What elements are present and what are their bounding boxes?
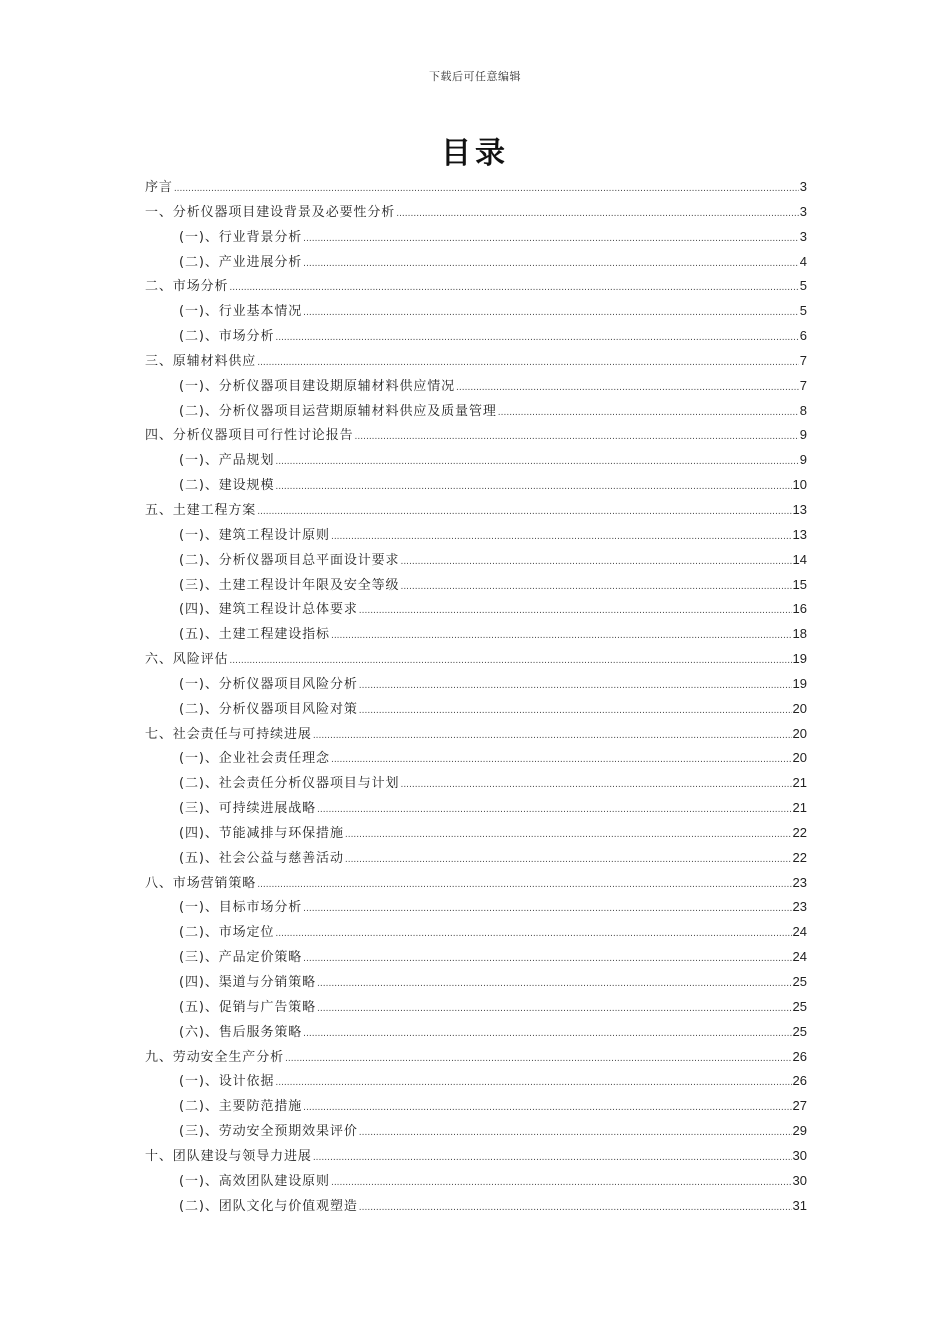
toc-chapter-entry[interactable] xyxy=(145,424,807,449)
toc-dot-leader xyxy=(331,532,792,542)
toc-dot-leader xyxy=(303,954,791,964)
toc-entry-title: 十、团队建设与领导力进展 xyxy=(145,1148,312,1164)
toc-section-entry[interactable] xyxy=(145,946,807,971)
toc-page-number: 25 xyxy=(792,998,807,1014)
toc-entry-title: (二)、市场定位 xyxy=(179,925,275,941)
toc-dot-leader xyxy=(359,1203,792,1213)
toc-section-entry[interactable] xyxy=(145,921,807,946)
toc-entry-title: (三)、劳动安全预期效果评价 xyxy=(179,1124,358,1140)
toc-section-entry[interactable] xyxy=(145,1095,807,1120)
toc-page-number: 10 xyxy=(792,477,807,493)
toc-dot-leader xyxy=(257,880,791,890)
toc-page-number: 30 xyxy=(792,1147,807,1163)
toc-entry-title: (一)、目标市场分析 xyxy=(179,900,303,916)
toc-entry-title: (一)、企业社会责任理念 xyxy=(179,751,330,767)
toc-dot-leader xyxy=(275,929,791,939)
toc-chapter-entry[interactable] xyxy=(145,201,807,226)
toc-dot-leader xyxy=(275,457,798,467)
toc-page-number: 27 xyxy=(792,1098,807,1114)
toc-page-number: 22 xyxy=(792,824,807,840)
toc-chapter-entry[interactable] xyxy=(145,499,807,524)
toc-dot-leader xyxy=(359,681,792,691)
toc-dot-leader xyxy=(359,1128,792,1138)
toc-entry-title: (二)、产业进展分析 xyxy=(179,254,303,270)
toc-entry-title: (二)、市场分析 xyxy=(179,329,275,345)
toc-entry-title: (一)、分析仪器项目风险分析 xyxy=(179,676,358,692)
toc-dot-leader xyxy=(400,557,791,567)
toc-page-number: 19 xyxy=(792,675,807,691)
toc-section-entry[interactable] xyxy=(145,226,807,251)
toc-dot-leader xyxy=(303,234,799,244)
toc-page-number: 31 xyxy=(792,1197,807,1213)
toc-dot-leader xyxy=(229,656,791,666)
toc-section-entry[interactable] xyxy=(145,1021,807,1046)
toc-section-entry[interactable] xyxy=(145,896,807,921)
toc-page-number: 20 xyxy=(792,700,807,716)
toc-page-number: 23 xyxy=(792,874,807,890)
toc-entry-title: 序言 xyxy=(145,180,173,195)
toc-page-number: 20 xyxy=(792,750,807,766)
toc-page-number: 4 xyxy=(799,253,807,269)
toc-dot-leader xyxy=(257,507,791,517)
toc-section-entry[interactable] xyxy=(145,375,807,400)
toc-entry-title: 九、劳动安全生产分析 xyxy=(145,1049,285,1065)
toc-dot-leader xyxy=(303,1103,791,1113)
toc-entry-title: (五)、土建工程建设指标 xyxy=(179,627,330,643)
toc-entry-title: (六)、售后服务策略 xyxy=(179,1024,303,1040)
toc-page-number: 25 xyxy=(792,974,807,989)
toc-dot-leader xyxy=(355,432,799,442)
toc-dot-leader xyxy=(331,1178,792,1188)
toc-chapter-entry[interactable] xyxy=(145,275,807,300)
toc-dot-leader xyxy=(303,904,791,914)
toc-section-entry[interactable] xyxy=(145,1120,807,1145)
toc-entry-title: 五、土建工程方案 xyxy=(145,502,257,518)
toc-dot-leader xyxy=(359,606,792,616)
toc-page-number: 26 xyxy=(792,1073,807,1089)
toc-dot-leader xyxy=(345,855,792,865)
toc-section-entry[interactable] xyxy=(145,698,807,723)
toc-section-entry[interactable] xyxy=(145,549,807,574)
toc-chapter-entry[interactable] xyxy=(145,176,807,201)
toc-entry-title: (三)、可持续进展战略 xyxy=(179,801,317,817)
toc-dot-leader xyxy=(303,308,799,318)
toc-dot-leader xyxy=(400,582,791,592)
toc-chapter-entry[interactable] xyxy=(145,648,807,673)
toc-section-entry[interactable] xyxy=(145,300,807,325)
toc-page-number: 7 xyxy=(799,377,807,393)
toc-dot-leader xyxy=(229,283,798,293)
toc-entry-title: (二)、分析仪器项目运营期原辅材料供应及质量管理 xyxy=(179,403,497,419)
toc-entry-title: (四)、节能减排与环保措施 xyxy=(179,825,344,841)
header-note: 下载后可任意编辑 xyxy=(429,70,521,83)
toc-page-number: 24 xyxy=(792,924,807,940)
toc-dot-leader xyxy=(313,1153,792,1163)
toc-page-number: 29 xyxy=(792,1123,807,1139)
toc-page-number: 3 xyxy=(799,203,807,219)
toc-entry-title: 七、社会责任与可持续进展 xyxy=(145,726,312,742)
toc-page-number: 3 xyxy=(799,228,807,244)
toc-dot-leader xyxy=(313,731,792,741)
toc-entry-title: (一)、设计依据 xyxy=(179,1074,275,1090)
table-of-contents xyxy=(145,176,807,1219)
toc-entry-title: (一)、行业基本情况 xyxy=(179,304,303,320)
toc-dot-leader xyxy=(275,333,798,343)
toc-page-number: 13 xyxy=(792,501,807,517)
toc-dot-leader xyxy=(317,979,791,989)
toc-section-entry[interactable] xyxy=(145,400,807,425)
toc-chapter-entry[interactable] xyxy=(145,872,807,897)
toc-section-entry[interactable] xyxy=(145,574,807,599)
toc-dot-leader xyxy=(275,482,791,492)
toc-page-number: 20 xyxy=(792,725,807,741)
toc-dot-leader xyxy=(396,209,799,219)
toc-section-entry[interactable] xyxy=(145,325,807,350)
toc-page-number: 9 xyxy=(799,452,807,468)
toc-dot-leader xyxy=(331,755,792,765)
toc-dot-leader xyxy=(275,1078,791,1088)
toc-section-entry[interactable] xyxy=(145,747,807,772)
toc-entry-title: (三)、产品定价策略 xyxy=(179,950,303,966)
toc-entry-title: (二)、社会责任分析仪器项目与计划 xyxy=(179,776,400,792)
toc-entry-title: (二)、分析仪器项目总平面设计要求 xyxy=(179,552,400,568)
toc-section-entry[interactable] xyxy=(145,524,807,549)
toc-page-number: 25 xyxy=(792,1023,807,1039)
toc-entry-title: (一)、分析仪器项目建设期原辅材料供应情况 xyxy=(179,378,456,394)
toc-section-entry[interactable] xyxy=(145,673,807,698)
toc-page-number: 5 xyxy=(799,278,807,294)
toc-page-number: 24 xyxy=(792,949,807,965)
toc-section-entry[interactable] xyxy=(145,847,807,872)
toc-section-entry[interactable] xyxy=(145,251,807,276)
toc-section-entry[interactable] xyxy=(145,1195,807,1220)
toc-dot-leader xyxy=(174,184,799,194)
toc-entry-title: (一)、产品规划 xyxy=(179,453,275,469)
toc-page-number: 23 xyxy=(792,899,807,915)
toc-section-entry[interactable] xyxy=(145,971,807,996)
toc-page-number: 5 xyxy=(799,303,807,319)
toc-entry-title: (五)、促销与广告策略 xyxy=(179,999,317,1015)
toc-page-number: 21 xyxy=(792,775,807,791)
toc-page-number: 19 xyxy=(792,651,807,667)
toc-page-number: 22 xyxy=(792,849,807,865)
toc-entry-title: (二)、分析仪器项目风险对策 xyxy=(179,701,358,717)
toc-entry-title: (四)、建筑工程设计总体要求 xyxy=(179,602,358,618)
toc-chapter-entry[interactable] xyxy=(145,723,807,748)
toc-page-number: 3 xyxy=(799,179,807,194)
toc-dot-leader xyxy=(317,1004,791,1014)
toc-entry-title: 一、分析仪器项目建设背景及必要性分析 xyxy=(145,204,396,220)
toc-dot-leader xyxy=(285,1054,792,1064)
toc-section-entry[interactable] xyxy=(145,449,807,474)
toc-section-entry[interactable] xyxy=(145,772,807,797)
toc-dot-leader xyxy=(345,830,792,840)
toc-entry-title: 三、原辅材料供应 xyxy=(145,353,257,369)
toc-section-entry[interactable] xyxy=(145,598,807,623)
toc-page-number: 15 xyxy=(792,576,807,592)
toc-entry-title: (三)、土建工程设计年限及安全等级 xyxy=(179,577,400,593)
toc-chapter-entry[interactable] xyxy=(145,1046,807,1071)
toc-entry-title: (一)、高效团队建设原则 xyxy=(179,1173,330,1189)
toc-page-number: 14 xyxy=(792,551,807,567)
toc-entry-title: (二)、建设规模 xyxy=(179,478,275,494)
toc-chapter-entry[interactable] xyxy=(145,350,807,375)
toc-section-entry[interactable] xyxy=(145,822,807,847)
toc-page-number: 9 xyxy=(799,427,807,443)
toc-section-entry[interactable] xyxy=(145,623,807,648)
toc-page-number: 8 xyxy=(799,402,807,418)
toc-entry-title: (四)、渠道与分销策略 xyxy=(179,975,317,990)
page-title: 目录 xyxy=(441,136,509,171)
toc-entry-title: (一)、建筑工程设计原则 xyxy=(179,527,330,543)
toc-page-number: 7 xyxy=(799,352,807,368)
toc-entry-title: (五)、社会公益与慈善活动 xyxy=(179,850,344,866)
toc-entry-title: 四、分析仪器项目可行性讨论报告 xyxy=(145,428,354,444)
toc-entry-title: (二)、主要防范措施 xyxy=(179,1099,303,1115)
toc-entry-title: (一)、行业背景分析 xyxy=(179,229,303,245)
toc-chapter-entry[interactable] xyxy=(145,1145,807,1170)
toc-section-entry[interactable] xyxy=(145,996,807,1021)
toc-dot-leader xyxy=(359,706,792,716)
toc-dot-leader xyxy=(498,408,799,418)
toc-page-number: 26 xyxy=(792,1048,807,1064)
toc-page-number: 6 xyxy=(799,328,807,344)
toc-dot-leader xyxy=(303,259,799,269)
toc-entry-title: 八、市场营销策略 xyxy=(145,875,257,891)
toc-entry-title: 二、市场分析 xyxy=(145,279,229,295)
toc-section-entry[interactable] xyxy=(145,1070,807,1095)
toc-page-number: 21 xyxy=(792,800,807,816)
toc-dot-leader xyxy=(456,383,799,393)
toc-dot-leader xyxy=(257,358,799,368)
toc-dot-leader xyxy=(317,805,791,815)
toc-page-number: 16 xyxy=(792,601,807,617)
toc-section-entry[interactable] xyxy=(145,1170,807,1195)
toc-page-number: 30 xyxy=(792,1172,807,1188)
toc-page-number: 13 xyxy=(792,526,807,542)
toc-entry-title: (二)、团队文化与价值观塑造 xyxy=(179,1198,358,1214)
toc-dot-leader xyxy=(331,631,792,641)
toc-dot-leader xyxy=(400,780,791,790)
toc-page-number: 18 xyxy=(792,626,807,642)
toc-section-entry[interactable] xyxy=(145,474,807,499)
toc-section-entry[interactable] xyxy=(145,797,807,822)
toc-dot-leader xyxy=(303,1029,791,1039)
toc-entry-title: 六、风险评估 xyxy=(145,652,229,668)
